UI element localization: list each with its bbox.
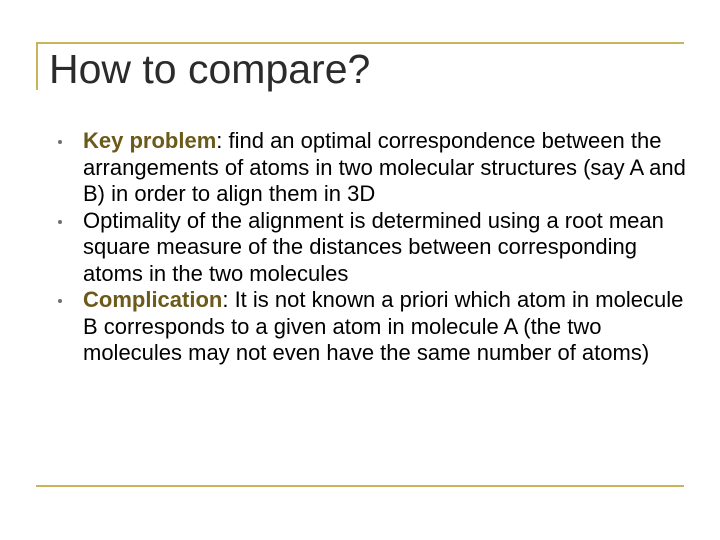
bullet-list: [58, 128, 688, 367]
bullet-term: Complication: [83, 287, 223, 312]
slide-title: How to compare?: [49, 46, 371, 92]
bullet-dot-icon: [58, 299, 62, 303]
title-accent-vertical-line: [36, 42, 38, 90]
bullet-text: : find an optimal correspondence between the arrangements of atoms in two molecular structures (say A and B) in order to align them in 3D: [83, 128, 686, 206]
bullet-dot-icon: [58, 220, 62, 224]
bullet-item-complication: [58, 287, 688, 367]
bullet-item-optimality: [58, 208, 688, 288]
bullet-dot-icon: [58, 140, 62, 144]
bullet-item-key-problem: [58, 128, 688, 208]
bullet-term: Key problem: [83, 128, 217, 153]
bullet-text: Optimality of the alignment is determined using a root mean square measure of the distances between corresponding atoms in the two molecules: [83, 207, 664, 286]
bullet-text: : It is not known a priori which atom in molecule B corresponds to a given atom in molecule A (the two molecules may not even have the same number of atoms): [83, 287, 684, 365]
footer-divider-line: [36, 485, 684, 487]
